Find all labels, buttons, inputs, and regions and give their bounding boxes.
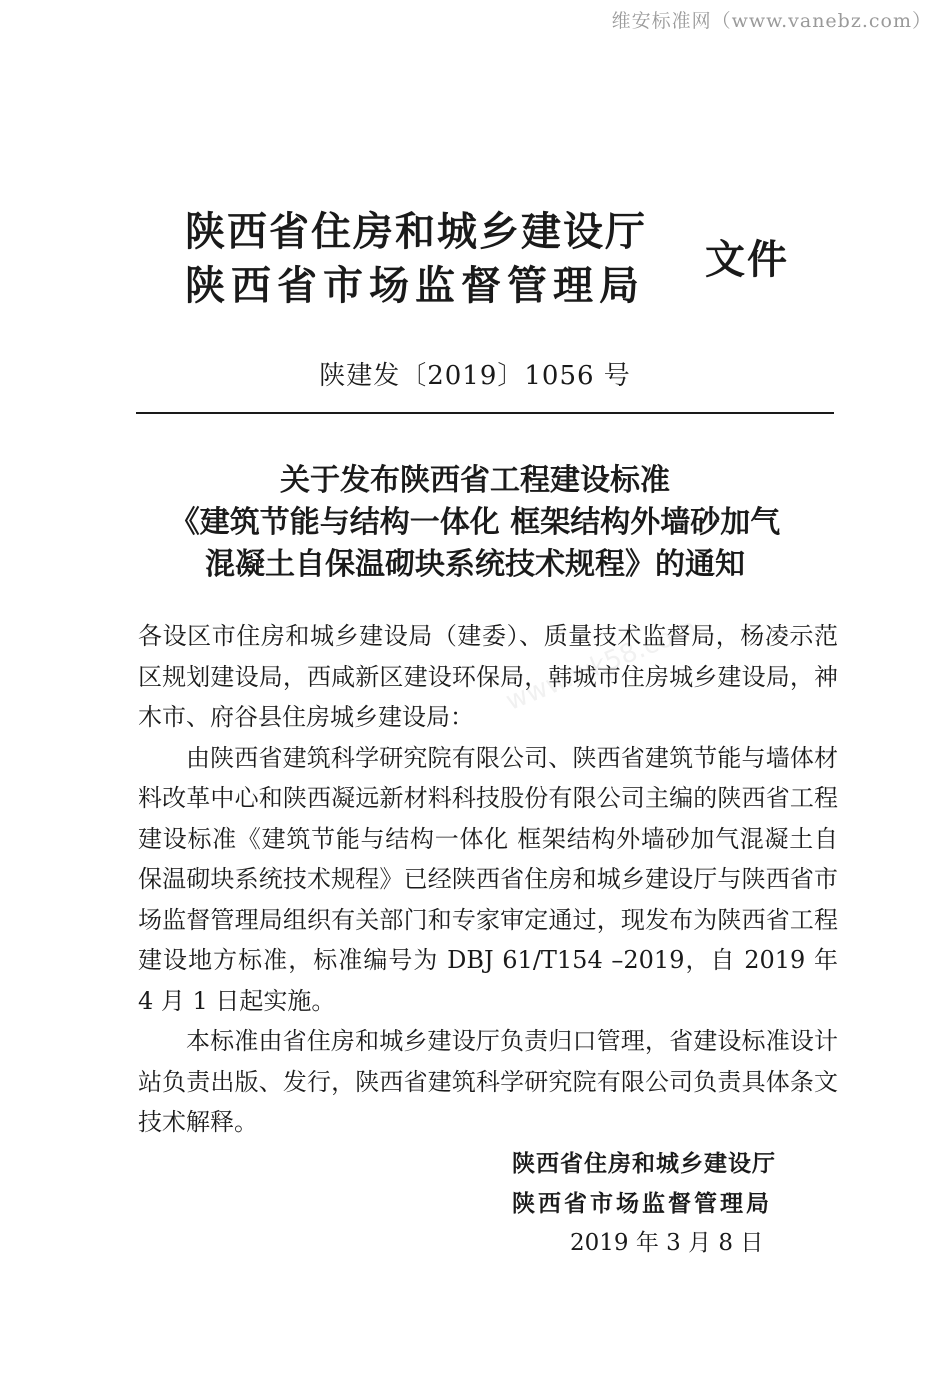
document-header <box>185 200 825 310</box>
document-number: 陕建发〔2019〕1056 号 <box>319 361 631 391</box>
addressee-paragraph: 各设区市住房和城乡建设局（建委）、质量技术监督局，杨凌示范区规划建设局，西咸新区建设环保局，韩城市住房城乡建设局，神木市、府谷县住房城乡建设局： <box>138 622 838 731</box>
body-paragraph-2: 本标准由省住房和城乡建设厅负责归口管理，省建设标准设计站负责出版、发行，陕西省建筑科学研究院有限公司负责具体条文技术解释。 <box>138 1027 838 1136</box>
signature-date: 2019 年 3 月 8 日 <box>570 1230 764 1256</box>
background-watermark: www.wk58.com <box>501 613 702 717</box>
header-agency-market: 陕西省市场监督管理局 <box>185 263 645 309</box>
document-body <box>138 616 838 1143</box>
site-watermark: 维安标准网（www.vanebz.com） <box>611 10 932 32</box>
document-title <box>110 460 840 586</box>
header-agency-housing: 陕西省住房和城乡建设厅 <box>185 209 647 255</box>
header-divider <box>136 412 834 414</box>
header-document-suffix: 文件 <box>705 237 789 283</box>
title-line-1: 关于发布陕西省工程建设标准 <box>280 463 670 498</box>
body-paragraph-1: 由陕西省建筑科学研究院有限公司、陕西省建筑节能与墙体材料改革中心和陕西凝远新材料科技股份有限公司主编的陕西省工程建设标准《建筑节能与结构一体化 框架结构外墙砂加气混凝土自保温砌块系统技术规程》已经陕西省住房和城乡建设厅与陕西省市场监督管理局组织有关部门和专家审定通过，现发布为陕西省工程建设地方标准，标准编号为 DBJ 61/T154 –2019，自 2019 年 4 月 1 日起实施。 <box>138 743 838 1015</box>
signature-agency-housing: 陕西省住房和城乡建设厅 <box>512 1151 776 1177</box>
title-line-3: 混凝土自保温砌块系统技术规程》的通知 <box>205 547 745 582</box>
title-line-2: 《建筑节能与结构一体化 框架结构外墙砂加气 <box>169 505 781 540</box>
signature-agency-market: 陕西省市场监督管理局 <box>512 1191 772 1217</box>
